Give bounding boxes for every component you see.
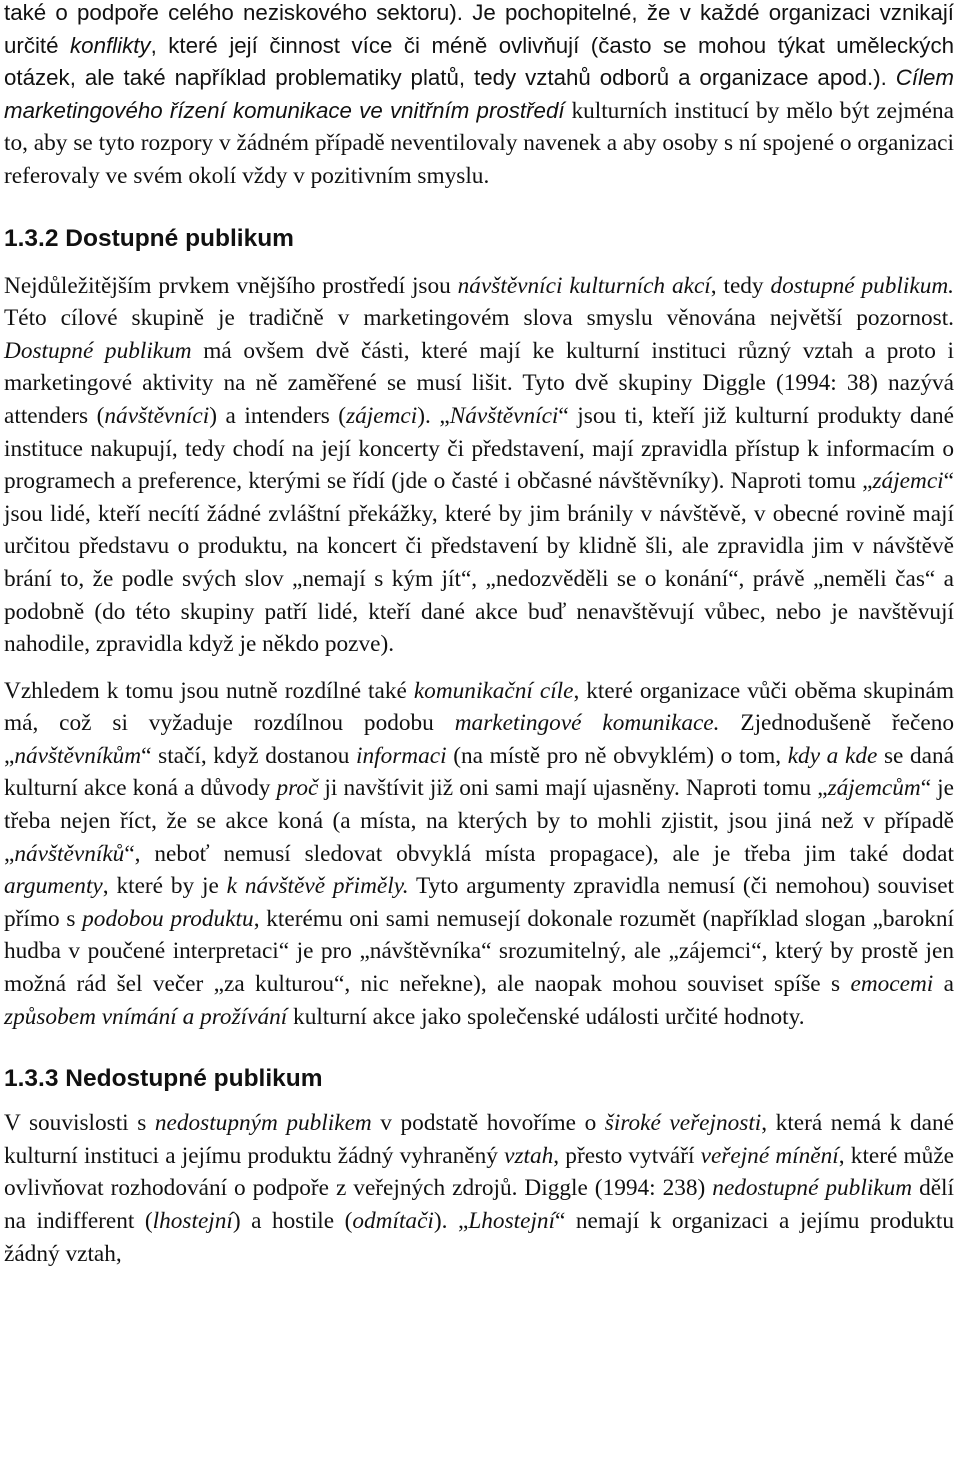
text-run: “ nemají k organizaci a jejímu produktu žádný vztah, <box>4 1208 954 1267</box>
section-heading-nedostupne-publikum: 1.3.3 Nedostupné publikum <box>4 1065 323 1093</box>
text-run-italic: nedostupným publikem <box>154 1110 372 1137</box>
text-run: , kterému oni sami nemusejí dokonale rozumět (například slogan „barokní hudba v poučené interpretaci“ je pro „návštěvníka“ srozumitelný, ale „zájemci“, který by prostě jen možná rád šel večer „za kulturou“, nic neřekne), ale naopak mohou souviset spíše s <box>4 905 954 998</box>
text-run-italic: informaci <box>356 742 447 769</box>
text-run-italic: vztah <box>504 1142 554 1169</box>
text-run: , přesto vytváří <box>553 1142 701 1169</box>
text-run: ji navštívit již oni sami mají ujasněny. Naproti tomu „ <box>318 775 828 802</box>
text-run-italic: proč <box>276 775 319 802</box>
text-run: “ jsou ti, kteří již kulturní produkty dané instituce nakupují, tedy chodí na její koncerty či představení, mají zpravidla přístup k informacím o programech a preference, kterými se řídí (jde o časté i občasné návštěvníky). Naproti tomu „ <box>4 402 954 495</box>
text-run: V souvislosti s <box>4 1110 155 1137</box>
text-run: , které by je <box>102 873 227 900</box>
text-run: , tedy <box>710 272 771 299</box>
section-heading-dostupne-publikum: 1.3.2 Dostupné publikum <box>4 224 294 252</box>
text-run-italic: způsobem vnímání a prožívání <box>4 1003 288 1030</box>
text-run: “, neboť nemusí sledovat obvyklá místa propagace), ale je třeba jim také dodat <box>124 840 954 867</box>
text-run: , které její činnost více či méně ovlivňují (často se mohou týkat uměleckých otázek, ale také například problematiky platů, tedy vztahů odborů a organizace apod.). <box>4 32 955 91</box>
text-run-italic: veřejné mínění <box>700 1142 839 1169</box>
text-run: , které může ovlivňovat rozhodování o podpoře z veřejných zdrojů. Diggle (1994: 238) <box>4 1142 954 1202</box>
text-run: , která nemá k dané kulturní instituci a jejímu produktu žádný vyhraněný <box>4 1110 954 1169</box>
text-run-italic: zájemci <box>346 402 418 429</box>
text-run-italic: podobou produktu <box>82 905 254 932</box>
text-run-italic: odmítači <box>352 1208 434 1234</box>
text-run-italic: nedostupné publikum <box>712 1175 913 1202</box>
text-run: v podstatě hovoříme o <box>371 1110 605 1137</box>
text-run-italic: zájemci <box>872 468 944 495</box>
text-run-italic: široké veřejnosti <box>604 1110 762 1137</box>
text-run-italic: návštěvníci kulturních akcí <box>457 272 711 299</box>
text-run: (na místě pro ně obvyklém) o tom, <box>446 742 788 769</box>
text-run: Zjednodušeně řečeno „ <box>4 710 954 769</box>
text-run: dělí na indifferent ( <box>4 1175 955 1234</box>
text-run-italic: konflikty <box>70 32 151 58</box>
text-run: a <box>933 971 954 998</box>
text-run-italic: emocemi <box>850 971 934 998</box>
text-run: “ jsou lidé, kteří necítí žádné zvláštní překážky, které by jim bránily v návštěvě, v obecné rovině mají určitou představu o produktu, na koncert či představení by klidně šli, ale zpravidla jim v návštěvě brání to, že podle svých slov „nemají s kým jít“, „nedozvěděli se o konání“, právě „neměli čas“ a podobně (do této skupiny patří lidé, kteří dané akce buď nenavštěvují vůbec, nebo je navštěvují nahodile, zpravidla když je někdo pozve). <box>4 468 954 658</box>
text-run: “ je třeba nejen říct, že se akce koná (a místa, na kterých by to mohli zjistit, jsou jiná než v případě „ <box>4 775 954 867</box>
text-run-italic: návštěvníkům <box>14 742 142 769</box>
paragraph-dostupne-publikum <box>4 270 954 661</box>
text-run: Této cílové skupině je tradičně v marketingovém slova smyslu věnována největší pozornost. <box>4 305 954 332</box>
text-run-italic: k návštěvě přiměly. <box>226 873 409 900</box>
text-run: také o podpoře celého neziskového sektoru). Je pochopitelné, že v každé organizaci vznikají určité <box>4 0 954 58</box>
text-run: Vzhledem k tomu jsou nutně rozdílné také <box>4 677 414 704</box>
text-run: má ovšem dvě části, které mají ke kulturní instituci různý vztah a proto i marketingové aktivity na ně zaměřené se musí lišit. Tyto dvě skupiny Diggle (1994: 38) nazývá attenders ( <box>4 337 954 429</box>
text-run-italic: dostupné publikum. <box>770 272 954 299</box>
text-run-italic: argumenty <box>4 873 103 900</box>
text-run: “ stačí, když dostanou <box>141 742 356 769</box>
text-run-italic: zájemcům <box>827 775 921 802</box>
text-run-italic: Cílem marketingového řízení komunikace ve vnitřním prostředí <box>4 65 954 123</box>
text-run: kulturní akce jako společenské události určité hodnoty. <box>287 1003 805 1030</box>
text-run: , které organizace vůči oběma skupinám má, což si vyžaduje rozdílnou podobu <box>4 677 955 737</box>
text-run-italic: komunikační cíle <box>413 677 574 704</box>
text-run-italic: lhostejní <box>152 1208 233 1234</box>
text-run: Nejdůležitějším prvkem vnějšího prostředí jsou <box>4 272 458 299</box>
text-run: ). „ <box>417 402 450 429</box>
text-run-italic: návštěvníků <box>14 840 125 867</box>
text-run-italic: marketingové komunikace. <box>454 710 720 737</box>
text-run: se daná kulturní akce koná a důvody <box>4 742 954 802</box>
text-run-italic: kdy a kde <box>787 742 878 769</box>
paragraph-intro <box>4 0 954 193</box>
text-run-italic: návštěvníci <box>104 402 210 429</box>
text-run-italic: Návštěvníci <box>449 402 559 429</box>
text-run-italic: Lhostejní <box>468 1208 556 1234</box>
text-run-italic: Dostupné publikum <box>4 337 192 364</box>
text-run: Tyto argumenty zpravidla nemusí (či nemohou) souviset přímo s <box>4 873 955 932</box>
text-run: ). „ <box>433 1208 469 1234</box>
text-run: kulturních institucí by mělo být zejména to, aby se tyto rozpory v žádném případě neventilovaly navenek a aby osoby s ní spojené o organizaci referovaly ve svém okolí vždy v pozitivním smyslu. <box>4 97 954 189</box>
paragraph-nedostupne-publikum <box>4 1107 954 1270</box>
text-run: ) a hostile ( <box>232 1208 353 1234</box>
paragraph-komunikacni-cile <box>4 675 954 1034</box>
text-run: ) a intenders ( <box>209 402 347 429</box>
